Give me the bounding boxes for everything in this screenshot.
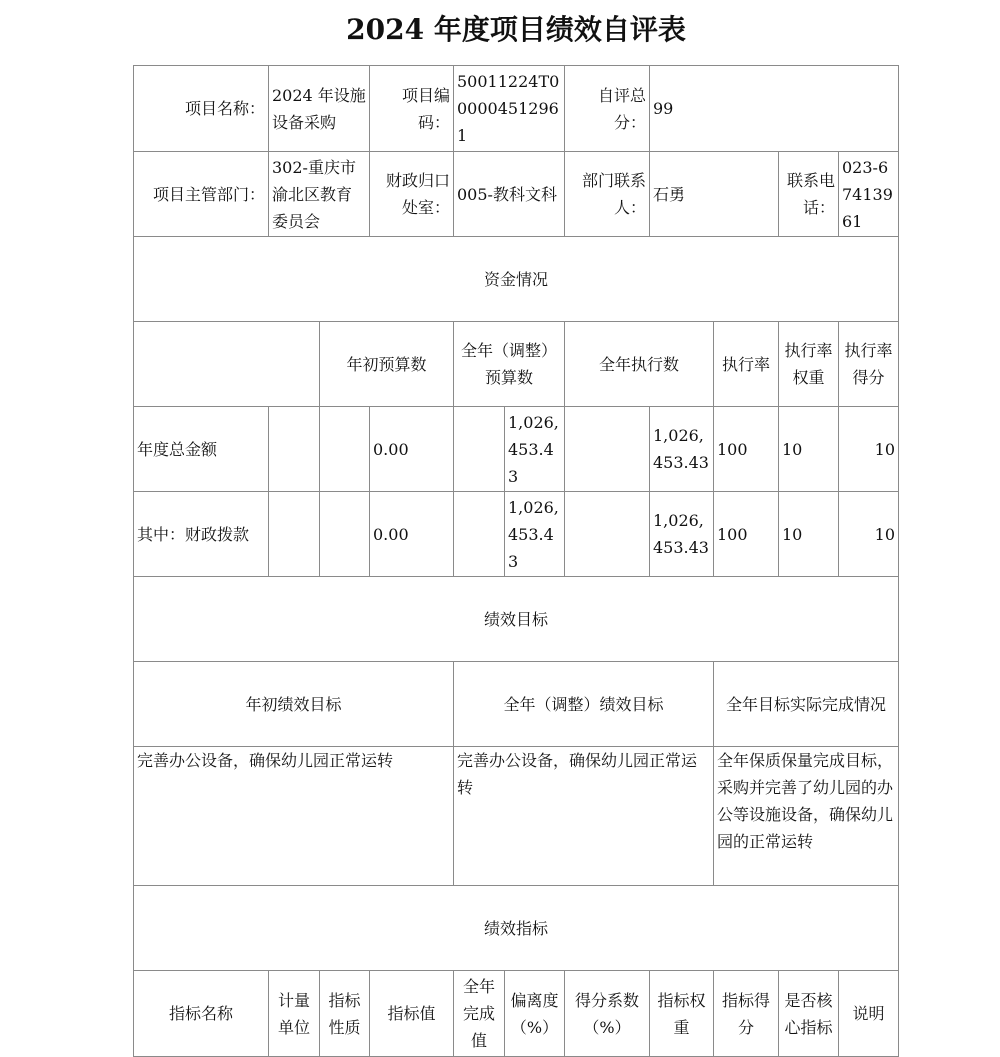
funds-weight-value-cell xyxy=(778,491,839,577)
funds-initial-value: 0.00 xyxy=(373,439,409,459)
funds-executed-value-cell xyxy=(649,406,714,492)
finance-value: 005-教科文科 xyxy=(457,184,557,204)
funds-cell-blank-cell xyxy=(453,406,505,492)
indicators-header-4-cell xyxy=(453,970,505,1057)
goals-actual-value: 全年保质保量完成目标，采购并完善了幼儿园的办公等设施设备，确保幼儿园的正常运转 xyxy=(717,751,894,851)
funds-section-title-cell xyxy=(133,236,899,322)
funds-header-rate-cell xyxy=(713,321,779,407)
funds-executed-value: 1,026,453.43 xyxy=(653,511,709,557)
project-name-label: 项目名称： xyxy=(184,99,265,118)
indicators-header-5: 偏离度（%） xyxy=(510,990,559,1037)
indicators-header-9: 是否核心指标 xyxy=(784,990,833,1037)
project-name-value: 2024 年设施设备采购 xyxy=(272,85,366,132)
funds-section-title: 资金情况 xyxy=(483,269,548,289)
project-code-label: 项目编码： xyxy=(401,85,450,132)
funds-initial-value-cell xyxy=(369,491,454,577)
dept-label-cell xyxy=(133,151,269,237)
funds-cell-blank-cell xyxy=(268,406,320,492)
indicators-header-6: 得分系数（%） xyxy=(574,990,639,1037)
project-code-label-cell xyxy=(369,65,454,152)
funds-score-value-cell xyxy=(838,491,899,577)
goals-header-adjusted: 全年（调整）绩效目标 xyxy=(503,694,664,714)
funds-row-label-cell xyxy=(133,406,269,492)
funds-cell-blank-cell xyxy=(319,491,370,577)
funds-score-value: 10 xyxy=(874,524,895,544)
project-code-value-cell xyxy=(453,65,565,152)
indicators-header-1-cell xyxy=(268,970,320,1057)
funds-row-label-cell xyxy=(133,491,269,577)
finance-value-cell xyxy=(453,151,565,237)
project-code-value: 50011224T000004512961 xyxy=(457,72,560,145)
indicators-header-7: 指标权重 xyxy=(657,990,706,1037)
funds-adjusted-value-cell xyxy=(504,491,565,577)
indicators-header-3-cell xyxy=(369,970,454,1057)
dept-value: 302-重庆市渝北区教育委员会 xyxy=(272,157,356,231)
funds-header-adjusted-cell xyxy=(453,321,565,407)
phone-label: 联系电话： xyxy=(786,171,835,217)
funds-header-initial-cell xyxy=(319,321,454,407)
indicators-header-0: 指标名称 xyxy=(168,1004,233,1023)
indicators-header-8: 指标得分 xyxy=(721,990,770,1037)
funds-header-adjusted: 全年（调整）预算数 xyxy=(460,341,557,387)
funds-rate-value: 100 xyxy=(717,524,748,544)
contact-label-cell xyxy=(564,151,650,237)
funds-weight-value-cell xyxy=(778,406,839,492)
indicators-header-8-cell xyxy=(713,970,779,1057)
indicators-header-0-cell xyxy=(133,970,269,1057)
indicators-header-10-cell xyxy=(838,970,899,1057)
funds-header-executed: 全年执行数 xyxy=(598,354,679,374)
goals-actual-value-cell xyxy=(713,746,899,886)
indicators-header-2-cell xyxy=(319,970,370,1057)
funds-initial-value-cell xyxy=(369,406,454,492)
phone-value: 023-67413961 xyxy=(842,157,893,231)
indicators-section-title-cell xyxy=(133,885,899,971)
phone-value-cell xyxy=(838,151,899,237)
funds-cell-blank-cell xyxy=(319,406,370,492)
goals-header-initial: 年初绩效目标 xyxy=(245,694,342,714)
funds-header-weight: 执行率权重 xyxy=(784,341,833,387)
self-score-label-cell xyxy=(564,65,650,152)
funds-header-initial: 年初预算数 xyxy=(346,354,427,374)
indicators-header-5-cell xyxy=(504,970,565,1057)
funds-row-label: 年度总金额 xyxy=(137,439,218,459)
project-name-label-cell xyxy=(133,65,269,152)
funds-cell-blank-cell xyxy=(564,406,650,492)
funds-cell-blank-cell xyxy=(453,491,505,577)
goals-initial-value-cell xyxy=(133,746,454,886)
funds-score-value: 10 xyxy=(874,439,895,459)
funds-weight-value: 10 xyxy=(782,524,803,544)
funds-adjusted-value-cell xyxy=(504,406,565,492)
indicators-section-title: 绩效指标 xyxy=(483,918,548,938)
goals-initial-value: 完善办公设备，确保幼儿园正常运转 xyxy=(137,751,394,770)
funds-cell-blank-cell xyxy=(564,491,650,577)
indicators-header-3: 指标值 xyxy=(387,1004,436,1023)
funds-adjusted-value: 1,026,453.43 xyxy=(508,497,559,571)
phone-label-cell xyxy=(778,151,839,237)
goals-adjusted-value-cell xyxy=(453,746,714,886)
indicators-header-9-cell xyxy=(778,970,839,1057)
indicators-header-6-cell xyxy=(564,970,650,1057)
indicators-header-2: 指标性质 xyxy=(328,990,361,1037)
goals-header-adjusted-cell xyxy=(453,661,714,747)
funds-header-score: 执行率得分 xyxy=(844,341,893,387)
indicators-header-1: 计量单位 xyxy=(277,990,310,1037)
indicators-header-4: 全年完成值 xyxy=(462,977,495,1050)
goals-header-actual: 全年目标实际完成情况 xyxy=(725,694,886,714)
funds-header-score-cell xyxy=(838,321,899,407)
funds-weight-value: 10 xyxy=(782,439,803,459)
dept-value-cell xyxy=(268,151,370,237)
funds-rate-value: 100 xyxy=(717,439,748,459)
funds-row-label: 其中：财政拨款 xyxy=(137,524,250,544)
funds-cell-blank-cell xyxy=(268,491,320,577)
self-score-value-cell xyxy=(649,65,899,152)
indicators-header-7-cell xyxy=(649,970,714,1057)
page-title: 2024 年度项目绩效自评表 xyxy=(346,13,686,46)
self-score-label: 自评总分： xyxy=(597,85,646,132)
contact-label: 部门联系人： xyxy=(581,171,646,217)
finance-label: 财政归口处室： xyxy=(385,171,450,217)
funds-header-executed-cell xyxy=(564,321,714,407)
contact-value: 石勇 xyxy=(653,184,686,204)
funds-header-rate: 执行率 xyxy=(721,354,770,374)
funds-adjusted-value: 1,026,453.43 xyxy=(508,412,559,486)
finance-label-cell xyxy=(369,151,454,237)
project-name-value-cell xyxy=(268,65,370,152)
contact-value-cell xyxy=(649,151,779,237)
dept-label: 项目主管部门： xyxy=(152,184,265,204)
goals-adjusted-value: 完善办公设备，确保幼儿园正常运转 xyxy=(457,751,698,797)
funds-executed-value: 1,026,453.43 xyxy=(653,426,709,472)
funds-executed-value-cell xyxy=(649,491,714,577)
funds-header-blank-cell xyxy=(133,321,320,407)
funds-score-value-cell xyxy=(838,406,899,492)
funds-initial-value: 0.00 xyxy=(373,524,409,544)
funds-rate-value-cell xyxy=(713,406,779,492)
goals-header-actual-cell xyxy=(713,661,899,747)
goals-section-title: 绩效目标 xyxy=(483,609,548,629)
self-score-value: 99 xyxy=(653,99,674,118)
goals-header-initial-cell xyxy=(133,661,454,747)
indicators-header-10: 说明 xyxy=(852,1004,885,1023)
goals-section-title-cell xyxy=(133,576,899,662)
funds-header-weight-cell xyxy=(778,321,839,407)
funds-rate-value-cell xyxy=(713,491,779,577)
